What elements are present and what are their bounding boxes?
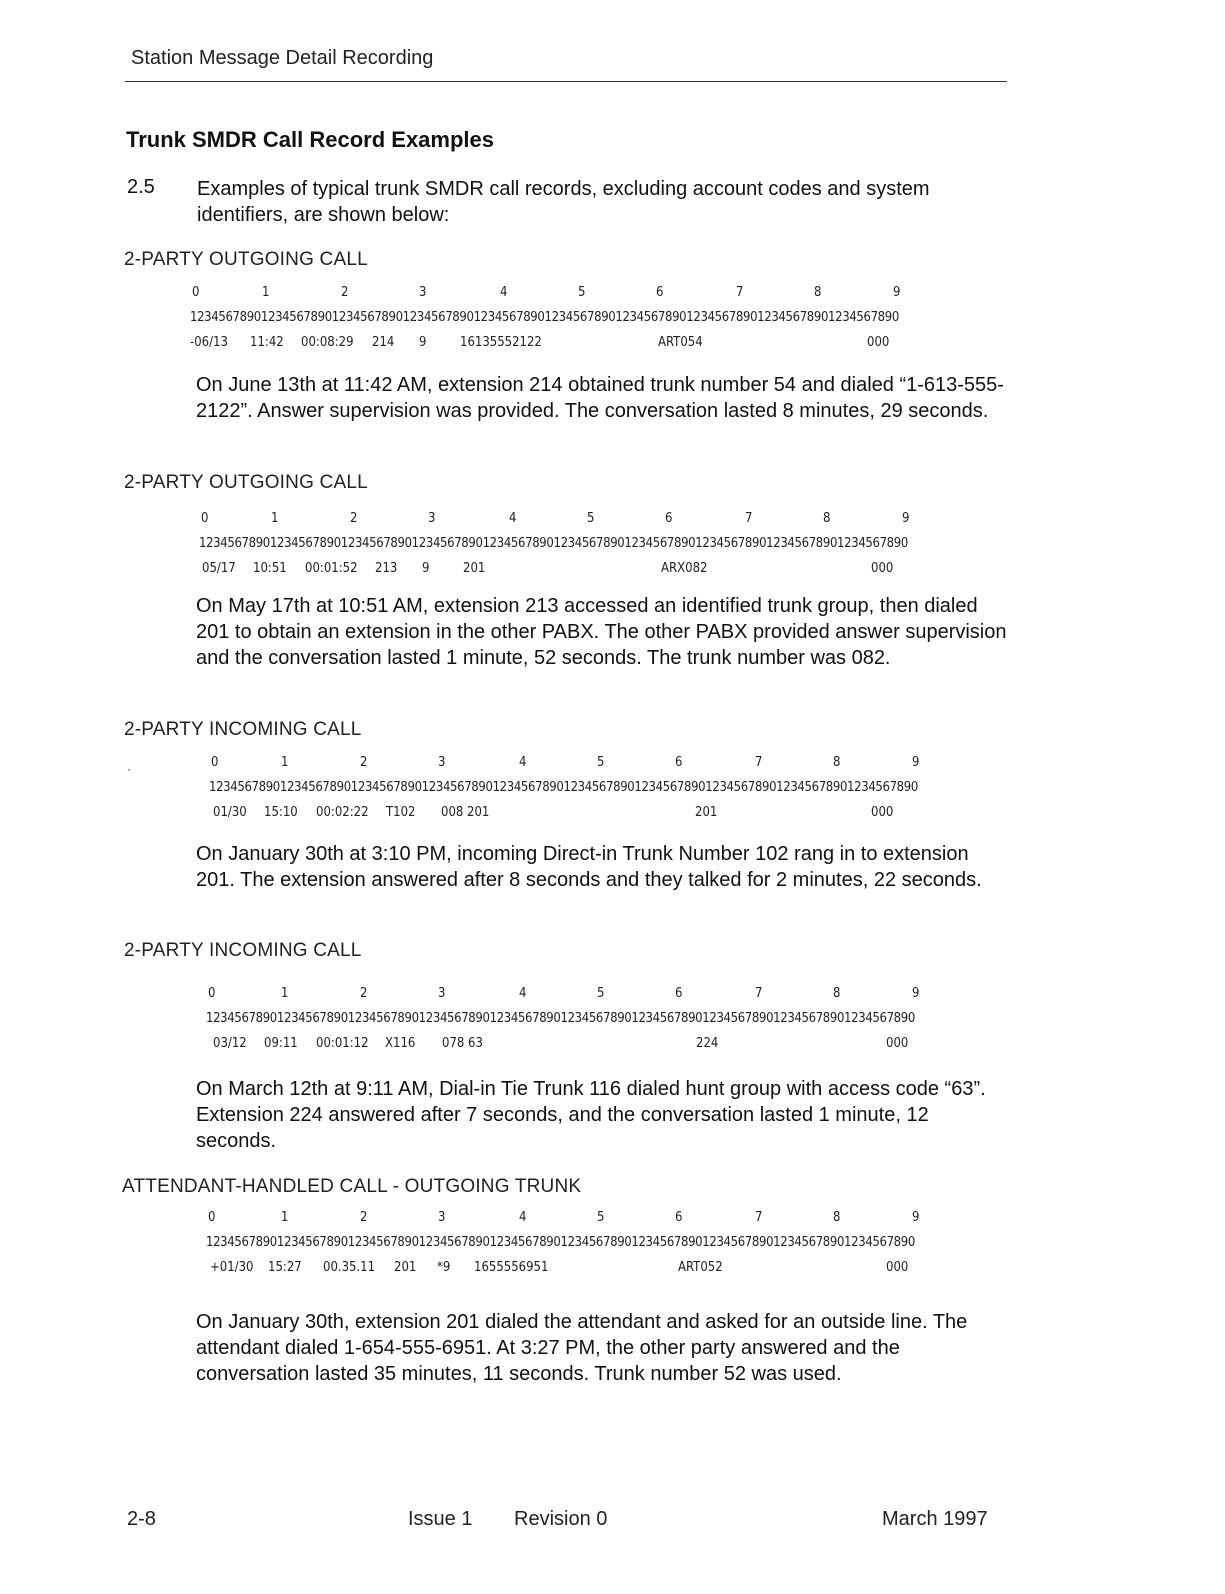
ruler-tens-cell: 0 xyxy=(192,285,200,300)
record-duration: 00.35.11 xyxy=(323,1260,376,1275)
example-explanation-1: On June 13th at 11:42 AM, extension 214 obtained trunk number 54 and dialed “1-613-555-2122”. Answer supervision was provided. The conversation lasted 8 minutes, 29 seconds. xyxy=(196,374,1004,422)
ruler-tens-row xyxy=(206,1210,946,1235)
call-record-3 xyxy=(209,755,949,830)
ruler-tens-cell: 1 xyxy=(281,986,289,1001)
record-answered-by: 224 xyxy=(696,1036,719,1051)
ruler-tens-cell: 1 xyxy=(262,285,270,300)
record-date: -06/13 xyxy=(190,335,228,350)
ruler-digits: 1234567890123456789012345678901234567890123456789012345678901234567890123456789012345678901234567890 xyxy=(209,780,918,795)
section-title: Trunk SMDR Call Record Examples xyxy=(126,127,494,152)
record-date: 05/17 xyxy=(202,561,236,576)
call-record-4 xyxy=(206,986,946,1061)
ruler-tens-cell: 6 xyxy=(656,285,664,300)
ruler-digits-row xyxy=(206,1235,946,1260)
ruler-digits-row xyxy=(209,780,949,805)
record-ring-time-access: 078 63 xyxy=(442,1036,483,1051)
ruler-tens-row xyxy=(209,755,949,780)
ruler-tens-cell: 9 xyxy=(893,285,901,300)
record-trunk-id: T102 xyxy=(386,805,416,820)
ruler-tens-cell: 5 xyxy=(587,511,595,526)
call-record-2 xyxy=(199,511,939,586)
record-code: 000 xyxy=(871,805,894,820)
ruler-tens-cell: 6 xyxy=(675,1210,683,1225)
ruler-tens-row xyxy=(206,986,946,1011)
footer-date: March 1997 xyxy=(882,1508,988,1530)
record-fields-row xyxy=(209,805,949,830)
record-digits-dialed: 1655556951 xyxy=(474,1260,549,1275)
ruler-tens-cell: 5 xyxy=(597,1210,605,1225)
stray-dot: · xyxy=(127,762,131,776)
footer-page-number: 2-8 xyxy=(127,1508,156,1530)
ruler-tens-cell: 6 xyxy=(665,511,673,526)
record-ring-time-extension: 008 201 xyxy=(441,805,490,820)
ruler-tens-cell: 2 xyxy=(341,285,349,300)
record-trunk: ART052 xyxy=(678,1260,723,1275)
record-fields-row xyxy=(199,561,939,586)
ruler-tens-cell: 4 xyxy=(519,755,527,770)
record-time: 15:10 xyxy=(264,805,298,820)
record-extension: 201 xyxy=(394,1260,417,1275)
ruler-tens-cell: 2 xyxy=(360,986,368,1001)
record-extension: 213 xyxy=(375,561,398,576)
record-code: 000 xyxy=(886,1260,909,1275)
record-answered-by: 201 xyxy=(695,805,718,820)
ruler-tens-row xyxy=(199,511,939,536)
record-digits-dialed: 16135552122 xyxy=(460,335,542,350)
ruler-tens-cell: 9 xyxy=(902,511,910,526)
record-date: 03/12 xyxy=(213,1036,247,1051)
ruler-tens-cell: 3 xyxy=(438,755,446,770)
record-date: +01/30 xyxy=(210,1260,254,1275)
ruler-tens-cell: 5 xyxy=(578,285,586,300)
record-fields-row xyxy=(206,1036,946,1061)
record-access-code: *9 xyxy=(437,1260,451,1275)
running-header: Station Message Detail Recording xyxy=(131,47,434,69)
ruler-tens-row xyxy=(190,285,930,310)
record-duration: 00:01:12 xyxy=(316,1036,369,1051)
ruler-tens-cell: 8 xyxy=(823,511,831,526)
example-explanation-5: On January 30th, extension 201 dialed the attendant and asked for an outside line. The attendant dialed 1-654-555-6951. At 3:27 PM, the other party answered and the conversation lasted 35 minutes, 11 seconds. Trunk number 52 was used. xyxy=(196,1311,968,1385)
ruler-digits-row xyxy=(190,310,930,335)
record-time: 10:51 xyxy=(253,561,287,576)
ruler-tens-cell: 6 xyxy=(675,755,683,770)
ruler-tens-cell: 3 xyxy=(438,986,446,1001)
call-record-5 xyxy=(206,1210,946,1285)
record-trunk: ARX082 xyxy=(661,561,708,576)
record-code: 000 xyxy=(871,561,894,576)
ruler-tens-cell: 4 xyxy=(500,285,508,300)
record-access-code: 9 xyxy=(419,335,427,350)
record-duration: 00:01:52 xyxy=(305,561,358,576)
record-duration: 00:08:29 xyxy=(301,335,354,350)
example-label-5: ATTENDANT-HANDLED CALL - OUTGOING TRUNK xyxy=(122,1176,582,1197)
ruler-tens-cell: 7 xyxy=(745,511,753,526)
ruler-tens-cell: 7 xyxy=(755,986,763,1001)
ruler-tens-cell: 0 xyxy=(201,511,209,526)
ruler-digits-row xyxy=(199,536,939,561)
paragraph-number: 2.5 xyxy=(127,176,155,198)
ruler-digits-row xyxy=(206,1011,946,1036)
record-time: 11:42 xyxy=(250,335,284,350)
record-duration: 00:02:22 xyxy=(316,805,369,820)
ruler-tens-cell: 1 xyxy=(281,1210,289,1225)
record-trunk: ART054 xyxy=(658,335,703,350)
example-label-3: 2-PARTY INCOMING CALL xyxy=(124,719,362,740)
call-record-1 xyxy=(190,285,930,360)
ruler-tens-cell: 3 xyxy=(428,511,436,526)
record-code: 000 xyxy=(867,335,890,350)
record-trunk-id: X116 xyxy=(385,1036,416,1051)
record-time: 15:27 xyxy=(268,1260,302,1275)
record-fields-row xyxy=(206,1260,946,1285)
record-code: 000 xyxy=(886,1036,909,1051)
record-access-code: 9 xyxy=(422,561,430,576)
ruler-tens-cell: 1 xyxy=(271,511,279,526)
ruler-tens-cell: 5 xyxy=(597,986,605,1001)
record-digits-dialed: 201 xyxy=(463,561,486,576)
ruler-tens-cell: 9 xyxy=(912,755,920,770)
ruler-tens-cell: 1 xyxy=(281,755,289,770)
ruler-tens-cell: 9 xyxy=(912,986,920,1001)
ruler-tens-cell: 5 xyxy=(597,755,605,770)
example-label-1: 2-PARTY OUTGOING CALL xyxy=(124,249,368,270)
ruler-tens-cell: 4 xyxy=(519,986,527,1001)
ruler-tens-cell: 7 xyxy=(736,285,744,300)
ruler-tens-cell: 4 xyxy=(509,511,517,526)
intro-paragraph: Examples of typical trunk SMDR call records, excluding account codes and system identifiers, are shown below: xyxy=(197,178,930,226)
ruler-tens-cell: 8 xyxy=(814,285,822,300)
example-explanation-3: On January 30th at 3:10 PM, incoming Direct-in Trunk Number 102 rang in to extension 201. The extension answered after 8 seconds and they talked for 2 minutes, 22 seconds. xyxy=(196,843,982,891)
footer-revision: Revision 0 xyxy=(514,1508,608,1530)
footer-issue: Issue 1 xyxy=(408,1508,473,1530)
ruler-tens-cell: 7 xyxy=(755,1210,763,1225)
example-explanation-2: On May 17th at 10:51 AM, extension 213 accessed an identified trunk group, then dialed 201 to obtain an extension in the other PABX. The other PABX provided answer supervision and the conversation lasted 1 minute, 52 seconds. The trunk number was 082. xyxy=(196,595,1007,669)
ruler-tens-cell: 0 xyxy=(208,1210,216,1225)
ruler-tens-cell: 2 xyxy=(360,1210,368,1225)
record-fields-row xyxy=(190,335,930,360)
ruler-tens-cell: 3 xyxy=(419,285,427,300)
ruler-tens-cell: 6 xyxy=(675,986,683,1001)
record-time: 09:11 xyxy=(264,1036,298,1051)
ruler-tens-cell: 0 xyxy=(208,986,216,1001)
ruler-digits: 1234567890123456789012345678901234567890123456789012345678901234567890123456789012345678901234567890 xyxy=(206,1011,915,1026)
record-date: 01/30 xyxy=(213,805,247,820)
header-rule xyxy=(125,81,1007,82)
ruler-tens-cell: 0 xyxy=(211,755,219,770)
example-label-2: 2-PARTY OUTGOING CALL xyxy=(124,472,368,493)
ruler-tens-cell: 4 xyxy=(519,1210,527,1225)
record-extension: 214 xyxy=(372,335,395,350)
ruler-digits: 1234567890123456789012345678901234567890123456789012345678901234567890123456789012345678901234567890 xyxy=(199,536,908,551)
ruler-tens-cell: 3 xyxy=(438,1210,446,1225)
ruler-tens-cell: 8 xyxy=(833,986,841,1001)
ruler-tens-cell: 8 xyxy=(833,755,841,770)
ruler-tens-cell: 9 xyxy=(912,1210,920,1225)
ruler-tens-cell: 7 xyxy=(755,755,763,770)
example-explanation-4: On March 12th at 9:11 AM, Dial-in Tie Trunk 116 dialed hunt group with access code “63”. Extension 224 answered after 7 seconds, and the conversation lasted 1 minute, 12 seconds. xyxy=(196,1078,986,1152)
ruler-tens-cell: 8 xyxy=(833,1210,841,1225)
ruler-tens-cell: 2 xyxy=(360,755,368,770)
example-label-4: 2-PARTY INCOMING CALL xyxy=(124,940,362,961)
ruler-digits: 1234567890123456789012345678901234567890123456789012345678901234567890123456789012345678901234567890 xyxy=(190,310,899,325)
ruler-digits: 1234567890123456789012345678901234567890123456789012345678901234567890123456789012345678901234567890 xyxy=(206,1235,915,1250)
ruler-tens-cell: 2 xyxy=(350,511,358,526)
